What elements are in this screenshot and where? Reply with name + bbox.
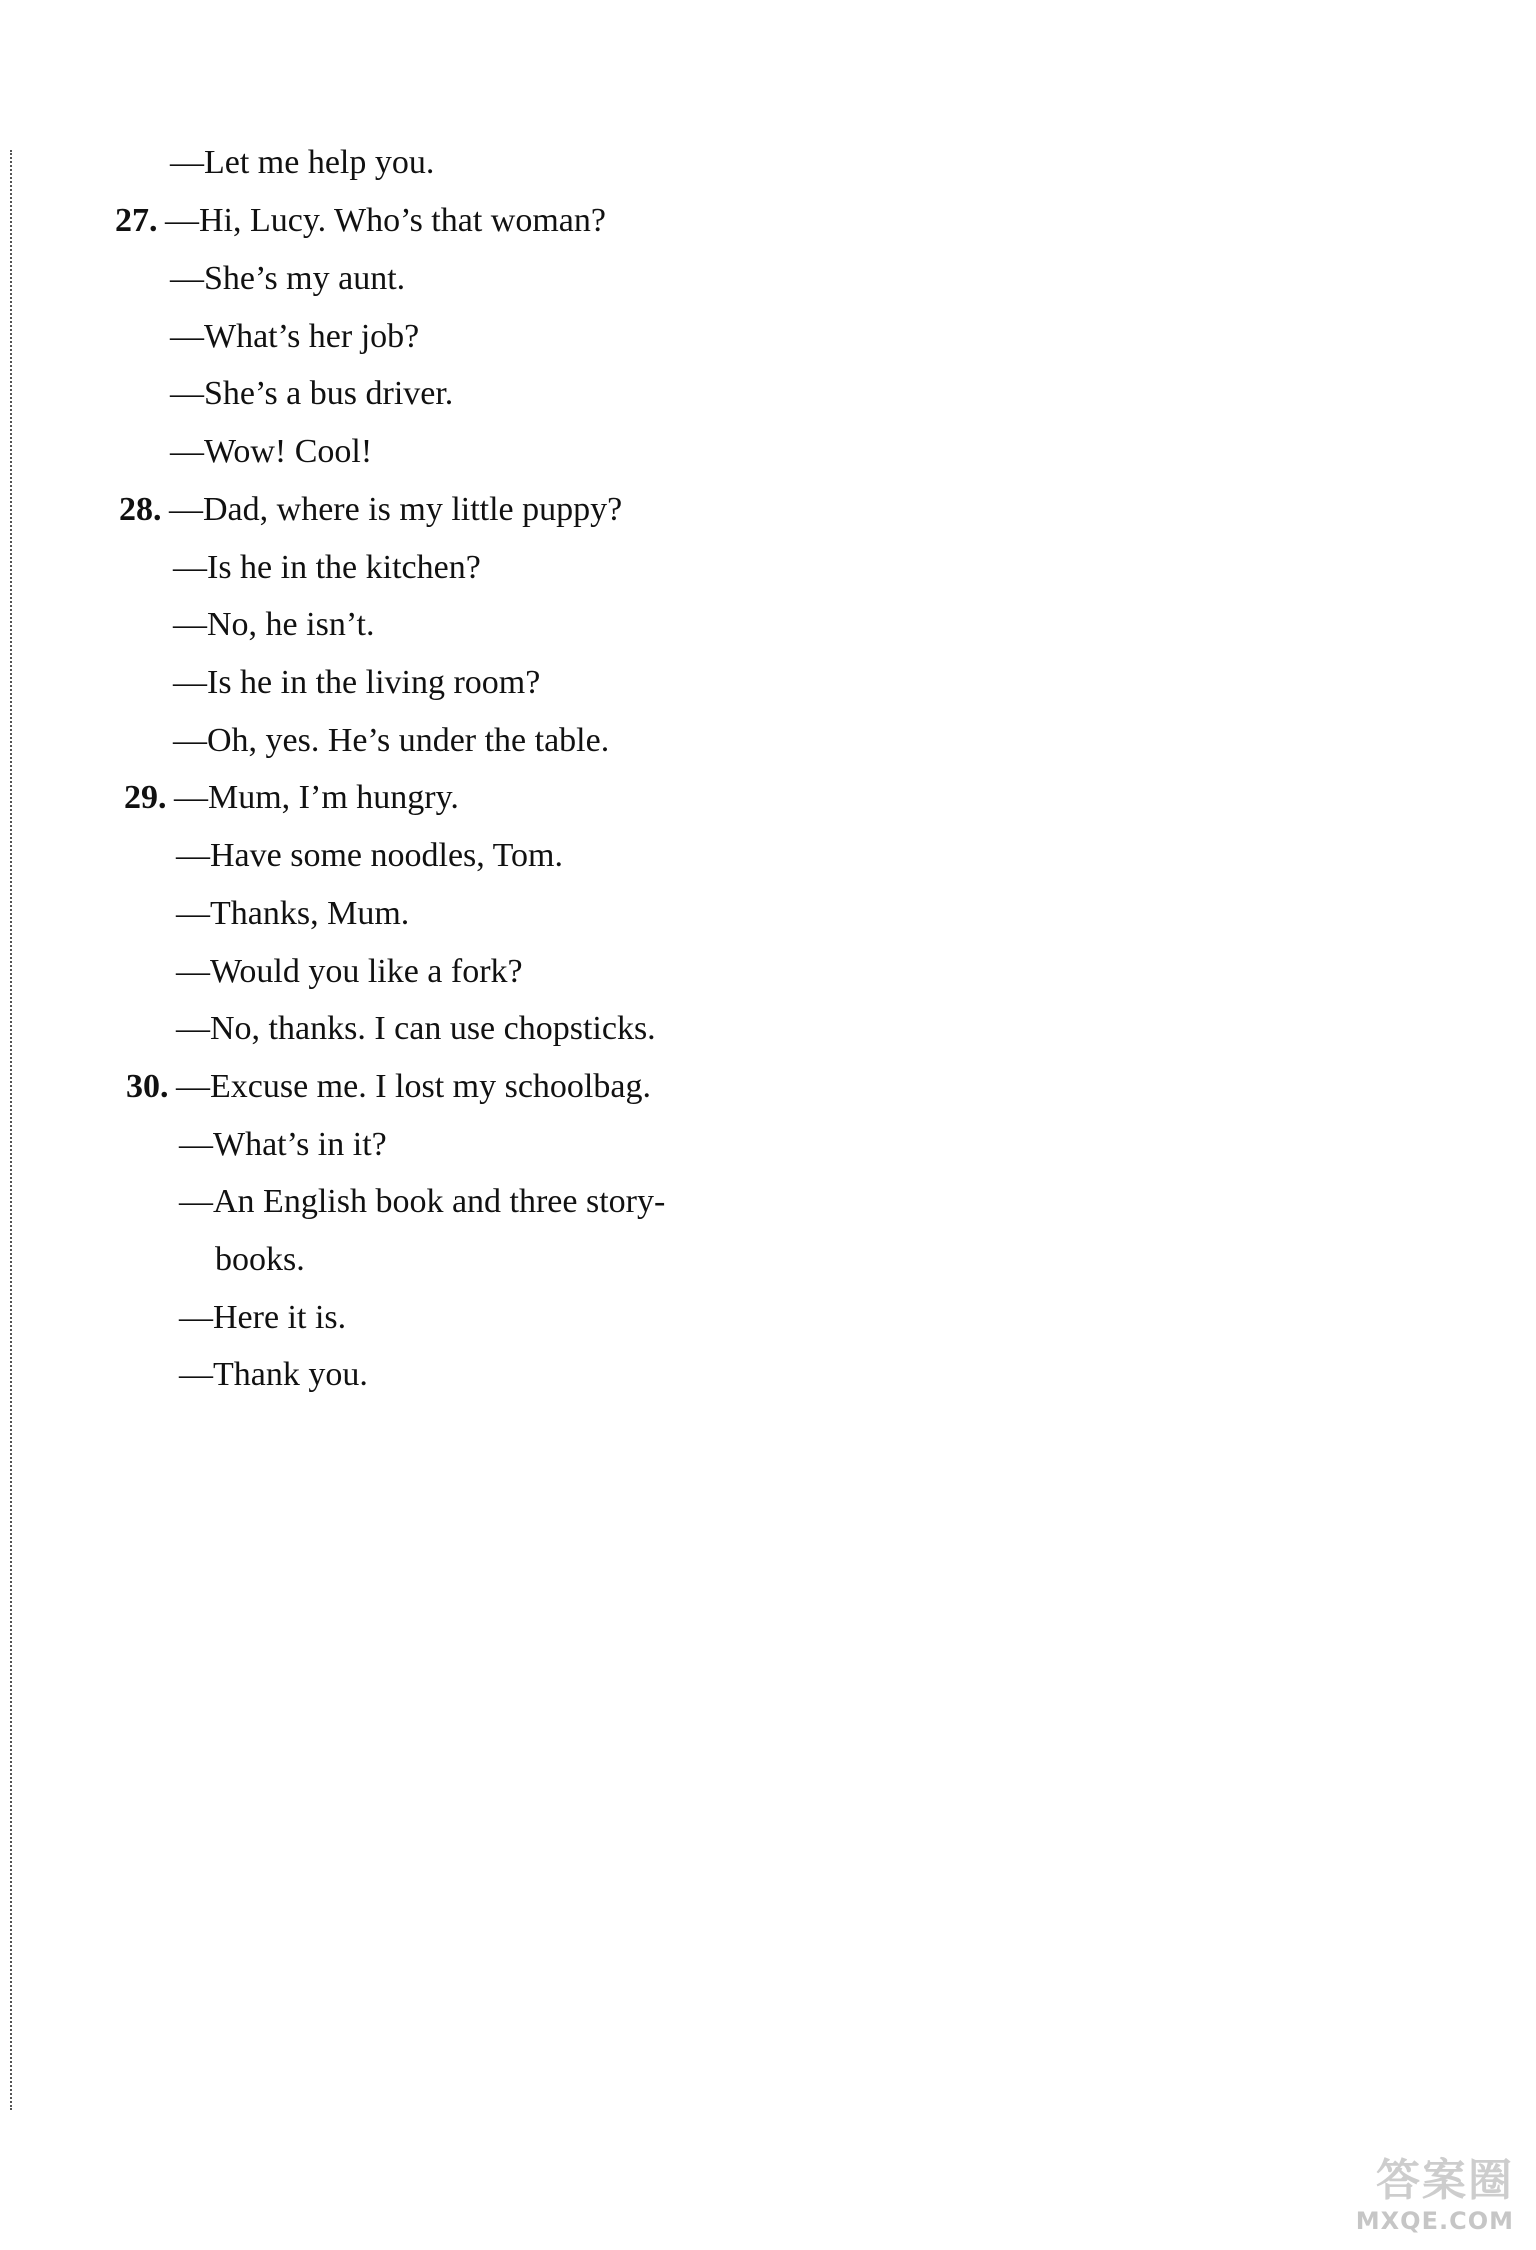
dialogue-27-number: 27. [115,202,158,239]
dialogue-26-last-line: —Let me help you. [170,144,435,181]
dialogue-27-line-2: —She’s my aunt. [170,260,406,297]
watermark-site: MXQE.COM [1355,2207,1514,2235]
dialogue-29-line-4: —Would you like a fork? [176,953,523,990]
dialogue-29-line-2: —Have some noodles, Tom. [176,837,563,874]
dialogue-29-number: 29. [124,779,167,816]
dialogue-28-line-4: —Is he in the living room? [173,664,541,701]
dialogue-29-line-1: 29. —Mum, I’m hungry. [124,779,459,816]
dialogue-30-line-3-continuation: books. [215,1241,305,1278]
dialogue-27-line-5: —Wow! Cool! [170,433,373,470]
dialogue-27-line-4: —She’s a bus driver. [170,375,454,412]
watermark-logo [1314,2156,1514,2242]
dialogue-28-line-2: —Is he in the kitchen? [173,549,481,586]
dialogue-29-line-5: —No, thanks. I can use chopsticks. [176,1010,656,1047]
dialogue-30-line-4: —Here it is. [179,1299,347,1336]
dialogue-30-number: 30. [126,1068,169,1105]
dialogue-30-line-3: —An English book and three story- [179,1183,666,1220]
watermark-mark: 答案圈 [1376,2155,1514,2206]
dialogue-28-line-1: 28. —Dad, where is my little puppy? [119,491,623,528]
dialogue-30-line-1: 30. —Excuse me. I lost my schoolbag. [126,1068,651,1105]
dialogue-28-number: 28. [119,491,162,528]
dialogue-27-line-3: —What’s her job? [170,318,420,355]
dialogue-27-line-1: 27. —Hi, Lucy. Who’s that woman? [115,202,606,239]
dialogue-29-line-3: —Thanks, Mum. [176,895,410,932]
dialogue-28-line-5: —Oh, yes. He’s under the table. [173,722,610,759]
dialogue-30-line-2: —What’s in it? [179,1126,387,1163]
dialogue-30-line-5: —Thank you. [179,1356,368,1393]
dialogue-28-line-3: —No, he isn’t. [173,606,375,643]
